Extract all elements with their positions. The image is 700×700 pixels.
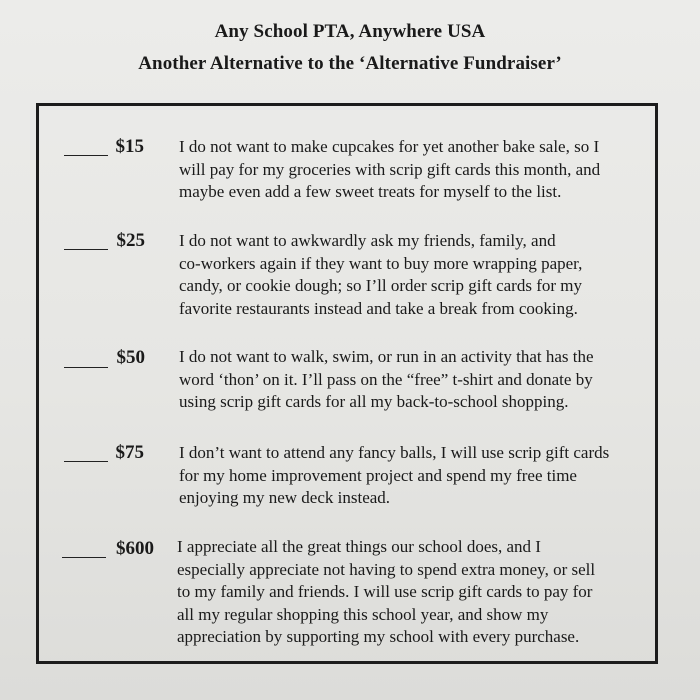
checkmark-blank[interactable]: [64, 367, 108, 368]
pledge-description: I do not want to walk, swim, or run in an activity that has the word ‘thon’ on it. I’ll pass on the “free” t-shirt and donate by using scrip gift cards for all my back-to-school shopping.: [179, 347, 594, 411]
pledge-description: I do not want to make cupcakes for yet another bake sale, so I will pay for my groceries with scrip gift cards this month, and maybe even add a few sweet treats for myself to the list.: [179, 137, 601, 201]
document-subtitle: Another Alternative to the ‘Alternative Fundraiser’: [138, 53, 562, 74]
pledge-description: I don’t want to attend any fancy balls, I will use scrip gift cards for my home improvement project and spend my free time enjoying my new deck instead.: [179, 443, 610, 507]
pledge-amount: $25: [116, 230, 145, 251]
pledge-options-box: [36, 103, 658, 664]
document-header: [0, 18, 700, 78]
pledge-amount: $75: [115, 442, 144, 463]
checkmark-blank[interactable]: [64, 155, 108, 156]
checkmark-blank[interactable]: [64, 461, 108, 462]
checkmark-blank[interactable]: [64, 249, 108, 250]
pledge-amount: $15: [115, 136, 144, 157]
pledge-amount: $600: [116, 538, 154, 559]
document-title: Any School PTA, Anywhere USA: [214, 21, 486, 42]
pledge-description: I do not want to awkwardly ask my friends, family, and co-workers again if they want to buy more wrapping paper, candy, or cookie dough; so I’ll order scrip gift cards for my favorite restaurants instead and take a break from cooking.: [179, 231, 583, 318]
pledge-description: I appreciate all the great things our school does, and I especially appreciate not having to spend extra money, or sell to my family and friends. I will use scrip gift cards to pay for all my regular shopping this school year, and show my appreciation by supporting my school with every purchase.: [177, 537, 596, 646]
pledge-amount: $50: [116, 347, 145, 368]
